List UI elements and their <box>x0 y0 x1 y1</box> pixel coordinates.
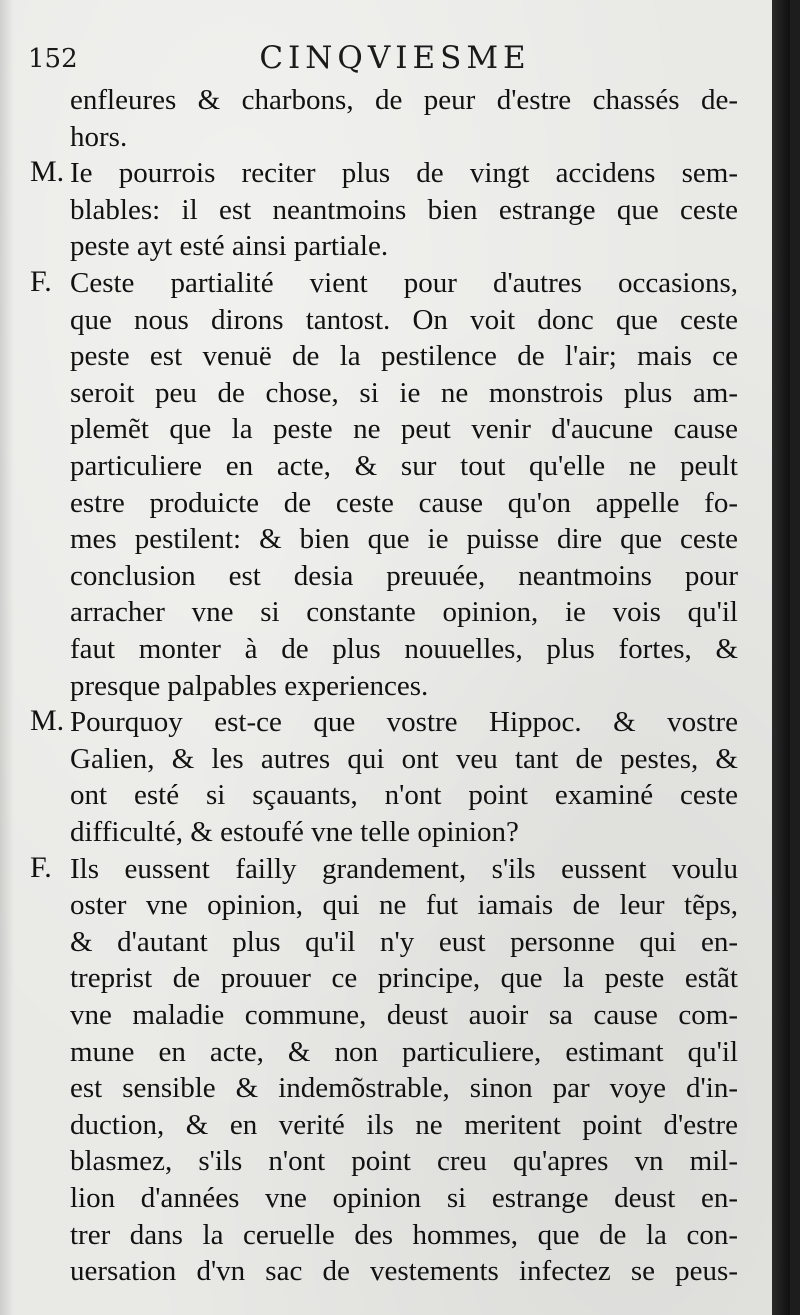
line-text: mes pestilent: & bien que ie puisse dire que ceste <box>70 523 738 556</box>
text-line <box>0 1253 790 1293</box>
line-text: presque palpables experiences. <box>70 669 429 702</box>
line-text: peste est venuë de la pestilence de l'air; mais ce <box>70 340 738 373</box>
text-line <box>0 704 790 744</box>
text-line <box>0 302 790 342</box>
text-line <box>0 594 790 634</box>
line-text: Ils eussent failly grandement, s'ils eussent voulu <box>70 852 738 885</box>
book-gutter-shadow <box>772 0 790 1315</box>
running-head: CINQVIESME <box>259 40 531 76</box>
line-text: Ceste partialité vient pour d'autres occasions, <box>70 267 738 299</box>
line-text: & d'autant plus qu'il n'y eust personne qui en- <box>70 925 738 958</box>
text-line <box>0 1034 790 1074</box>
line-text: est sensible & indemõstrable, sinon par voye d'in- <box>70 1072 738 1105</box>
speaker-label: M. <box>30 704 65 738</box>
text-line <box>0 1217 790 1257</box>
text-line <box>0 558 790 598</box>
text-line <box>0 924 790 964</box>
line-text: estre produicte de ceste cause qu'on appelle fo- <box>70 486 738 519</box>
line-text: arracher vne si constante opinion, ie vois qu'il <box>70 596 738 629</box>
speaker-label: M. <box>30 155 65 189</box>
line-text: trer dans la ceruelle des hommes, que de la con- <box>70 1218 738 1251</box>
line-text: mune en acte, & non particuliere, estimant qu'il <box>70 1035 738 1068</box>
line-text: particuliere en acte, & sur tout qu'elle ne peult <box>70 450 738 482</box>
line-text: vne maladie commune, deust auoir sa cause com- <box>70 999 738 1031</box>
text-line <box>0 887 790 927</box>
text-line <box>0 82 790 122</box>
text-line <box>0 1180 790 1220</box>
line-text: ont esté si sçauants, n'ont point examiné ceste <box>70 779 738 812</box>
line-text: difficulté, & estoufé vne telle opinion? <box>70 816 519 848</box>
line-text: peste ayt esté ainsi partiale. <box>70 230 389 263</box>
line-text: faut monter à de plus nouuelles, plus fortes, & <box>70 633 738 665</box>
line-text: blasmez, s'ils n'ont point creu qu'apres vn mil- <box>70 1145 738 1178</box>
text-line <box>0 1070 790 1110</box>
text-line <box>0 1143 790 1183</box>
text-line <box>0 155 790 195</box>
text-line <box>0 814 790 854</box>
text-line <box>0 851 790 891</box>
line-text: que nous dirons tantost. On voit donc que ceste <box>70 303 738 336</box>
line-text: Ie pourrois reciter plus de vingt accidens sem- <box>70 157 738 190</box>
line-text: blables: il est neantmoins bien estrange que ceste <box>70 193 738 226</box>
text-line <box>0 448 790 488</box>
line-text: oster vne opinion, qui ne fut iamais de leur tẽps, <box>70 889 738 922</box>
line-text: duction, & en verité ils ne meritent point d'estre <box>70 1108 738 1141</box>
text-line <box>0 228 790 268</box>
text-line <box>0 375 790 415</box>
speaker-label: F. <box>30 265 52 298</box>
text-line <box>0 521 790 561</box>
line-text: lion d'années vne opinion si estrange deust en- <box>70 1182 738 1214</box>
text-line <box>0 960 790 1000</box>
line-text: plemẽt que la peste ne peut venir d'aucune cause <box>70 413 738 446</box>
line-text: treprist de prouuer ce principe, que la peste estãt <box>70 962 738 995</box>
line-text: Pourquoy est-ce que vostre Hippoc. & vostre <box>70 706 738 739</box>
line-text: conclusion est desia preuuée, neantmoins pour <box>70 559 738 592</box>
line-text: enfleures & charbons, de peur d'estre chassés de- <box>70 84 738 116</box>
text-line <box>0 997 790 1037</box>
text-line <box>0 631 790 671</box>
text-line <box>0 265 790 305</box>
text-line <box>0 119 790 159</box>
text-line <box>0 338 790 378</box>
speaker-label: F. <box>30 850 52 884</box>
text-line <box>0 741 790 781</box>
line-text: uersation d'vn sac de vestements infectez se peus- <box>70 1255 738 1288</box>
line-text: seroit peu de chose, si ie ne monstrois plus am- <box>70 376 738 409</box>
text-line <box>0 777 790 817</box>
text-line <box>0 192 790 232</box>
line-text: Galien, & les autres qui ont veu tant de pestes, & <box>70 742 738 775</box>
page-number: 152 <box>28 44 78 74</box>
line-text: hors. <box>70 120 128 153</box>
text-line <box>0 668 790 708</box>
text-line <box>0 411 790 451</box>
text-line <box>0 485 790 525</box>
text-line <box>0 1107 790 1147</box>
